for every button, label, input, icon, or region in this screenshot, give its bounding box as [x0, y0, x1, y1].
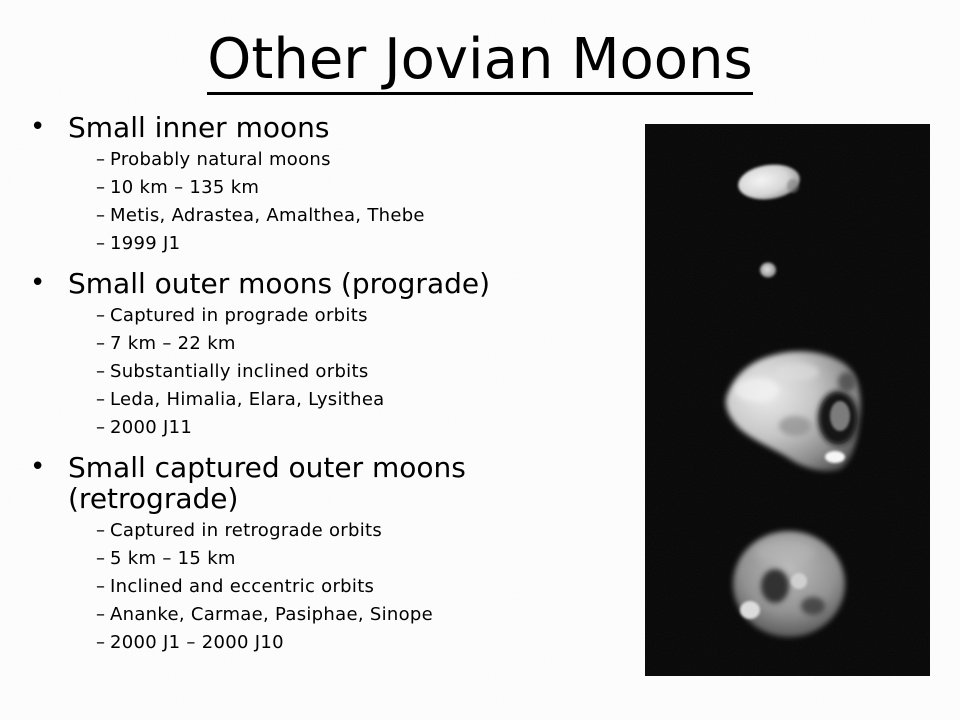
list-item-text: Inclined and eccentric orbits [110, 576, 375, 597]
list-item [30, 146, 630, 174]
dash-icon: – [96, 389, 105, 410]
section-heading-text: Small captured outer moons (retrograde) [68, 451, 466, 515]
dash-icon: – [96, 520, 105, 541]
list-item [30, 545, 630, 573]
dash-icon: – [96, 205, 105, 226]
slide-title: Other Jovian Moons [207, 28, 752, 95]
list-item [30, 629, 630, 657]
dash-icon: – [96, 548, 105, 569]
bullet-icon: • [30, 112, 46, 142]
section-heading-text: Small outer moons (prograde) [68, 267, 491, 300]
sub-list [30, 302, 630, 442]
list-item [30, 386, 630, 414]
list-item-text: Probably natural moons [110, 149, 331, 170]
section-heading [30, 452, 570, 514]
list-item-text: Metis, Adrastea, Amalthea, Thebe [110, 205, 425, 226]
list-item [30, 414, 630, 442]
list-item-text: 1999 J1 [110, 233, 181, 254]
tiny-moon-body [760, 263, 776, 278]
list-item [30, 174, 630, 202]
list-item [30, 517, 630, 545]
dash-icon: – [96, 149, 105, 170]
irregular-moon-ridge [775, 363, 819, 381]
dash-icon: – [96, 333, 105, 354]
dash-icon: – [96, 233, 105, 254]
section-heading [30, 112, 570, 143]
list-item-text: Captured in prograde orbits [110, 305, 368, 326]
tiny-moon [760, 263, 776, 278]
irregular-moon-crater-floor [830, 401, 850, 431]
irregular-moon-shadow [779, 416, 811, 436]
irregular-moon-dark-spot [838, 372, 856, 392]
list-item-text: Captured in retrograde orbits [110, 520, 383, 541]
round-moon-dark-patch [761, 569, 789, 603]
jovian-moons-photo [645, 124, 930, 676]
list-item [30, 302, 630, 330]
list-item-text: 7 km – 22 km [110, 333, 236, 354]
list-item-text: 2000 J1 – 2000 J10 [110, 632, 284, 653]
list-item [30, 202, 630, 230]
list-item [30, 573, 630, 601]
round-moon-upper-band [755, 540, 815, 564]
section-outer-moons-retrograde [30, 452, 630, 657]
list-item-text: Ananke, Carmae, Pasiphae, Sinope [110, 604, 434, 625]
sub-list [30, 517, 630, 657]
list-item-text: Leda, Himalia, Elara, Lysithea [110, 389, 385, 410]
list-item-text: 10 km – 135 km [110, 177, 260, 198]
list-item-text: 2000 J11 [110, 417, 193, 438]
bullet-list [30, 112, 630, 657]
dash-icon: – [96, 361, 105, 382]
sub-list [30, 146, 630, 258]
irregular-moon-bright-spot [825, 451, 845, 463]
dash-icon: – [96, 604, 105, 625]
dash-icon: – [96, 177, 105, 198]
section-inner-moons [30, 112, 630, 258]
list-item [30, 601, 630, 629]
round-moon-bright-spot [740, 601, 760, 619]
small-oval-moon-shade [787, 179, 799, 193]
dash-icon: – [96, 417, 105, 438]
list-item-text: 5 km – 15 km [110, 548, 236, 569]
title-container [0, 28, 960, 95]
dash-icon: – [96, 305, 105, 326]
list-item-text: Substantially inclined orbits [110, 361, 369, 382]
dash-icon: – [96, 632, 105, 653]
section-heading [30, 268, 570, 299]
bullet-icon: • [30, 452, 46, 482]
round-moon [733, 531, 845, 637]
section-heading-text: Small inner moons [68, 111, 330, 144]
irregular-moon-highlight [735, 378, 779, 402]
round-moon-dark-spot [801, 597, 825, 615]
bullet-icon: • [30, 268, 46, 298]
section-outer-moons-prograde [30, 268, 630, 442]
dash-icon: – [96, 576, 105, 597]
round-moon-light-spot [791, 573, 807, 589]
list-item [30, 330, 630, 358]
list-item [30, 230, 630, 258]
list-item [30, 358, 630, 386]
